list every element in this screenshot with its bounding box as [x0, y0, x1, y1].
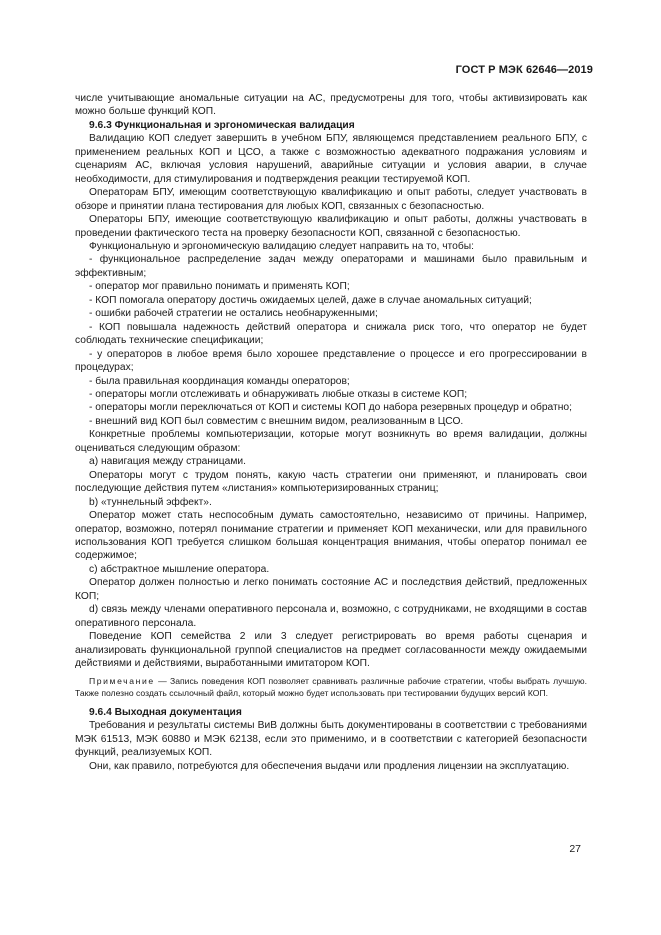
- paragraph: Требования и результаты системы ВиВ должны быть документированы в соответствии с требованиями МЭК 61513, МЭК 60880 и МЭК 62138, если это применимо, и в соответствии с категорией безопасности функций, реализуемых КОП.: [75, 720, 587, 759]
- paragraph: Операторы БПУ, имеющие соответствующую квалификацию и опыт работы, должны участвовать в проведении фактического теста на проверку безопасности КОП, связанной с безопасностью.: [75, 214, 587, 239]
- item-c-text: Оператор должен полностью и легко понимать состояние АС и последствия действий, предложенных КОП;: [75, 577, 587, 602]
- section-heading-9-6-4: 9.6.4 Выходная документация: [89, 706, 242, 718]
- paragraph: Конкретные проблемы компьютеризации, которые могут возникнуть во время валидации, должны оцениваться следующим образом:: [75, 429, 587, 454]
- page-number: 27: [569, 843, 581, 855]
- list-item: - операторы могли переключаться от КОП и системы КОП до набора резервных процедур и обратно;: [89, 402, 572, 414]
- item-a-text: Операторы могут с трудом понять, какую часть стратегии они применяют, и планировать свои последующие действия путем «листания» компьютеризированных страниц;: [75, 469, 587, 495]
- list-item: - КОП помогала оператору достичь ожидаемых целей, даже в случае аномальных ситуаций;: [89, 294, 532, 306]
- list-item: - КОП повышала надежность действий оператора и снижала риск того, что оператор не будет соблюдать технические спецификации;: [75, 321, 587, 347]
- list-item: - функциональное распределение задач между операторами и машинами было правильным и эффективным;: [75, 254, 587, 279]
- paragraph: Они, как правило, потребуются для обеспечения выдачи или продления лицензии на эксплуатацию.: [89, 760, 570, 772]
- list-item: - операторы могли отслеживать и обнаруживать любые отказы в системе КОП;: [89, 388, 468, 400]
- standard-designation: ГОСТ Р МЭК 62646—2019: [455, 64, 593, 76]
- item-a-title: а) навигация между страницами.: [89, 456, 246, 468]
- note-label: Примечание: [89, 676, 155, 687]
- list-item: - была правильная координация команды операторов;: [89, 375, 350, 387]
- item-b-title: b) «туннельный эффект».: [89, 496, 212, 508]
- list-item: - ошибки рабочей стратегии не остались необнаруженными;: [89, 308, 378, 320]
- item-d-text: d) связь между членами оперативного персонала и, возможно, с сотрудниками, не входящими в состав оперативного персонала.: [75, 604, 587, 629]
- body-text: [75, 92, 587, 773]
- note: [75, 676, 587, 698]
- section-heading-9-6-3: 9.6.3 Функциональная и эргономическая валидация: [89, 119, 355, 131]
- note-text: — Запись поведения КОП позволяет сравнивать различные рабочие стратегии, чтобы выбрать лучшую. Также полезно создать ссылочный файл, который можно будет использовать при тестировании будущих версий КОП.: [75, 676, 587, 698]
- paragraph: Поведение КОП семейства 2 или 3 следует регистрировать во время работы сценария и анализировать функциональной группой специалистов на предмет согласованности между ожидаемыми действиями и действиями, выработанными имитатором КОП.: [75, 631, 587, 670]
- paragraph-intro: числе учитывающие аномальные ситуации на АС, предусмотрены для того, чтобы активизировать как можно больше функций КОП.: [75, 93, 587, 118]
- item-c-title: с) абстрактное мышление оператора.: [89, 563, 270, 575]
- list-item: - оператор мог правильно понимать и применять КОП;: [89, 281, 350, 293]
- list-item: - внешний вид КОП был совместим с внешним видом, реализованным в ЦСО.: [89, 415, 464, 427]
- paragraph: Операторам БПУ, имеющим соответствующую квалификацию и опыт работы, следует участвовать в обзоре и принятии плана тестирования для любых КОП, связанных с безопасностью.: [75, 187, 587, 212]
- paragraph: Функциональную и эргономическую валидацию следует направить на то, чтобы:: [89, 240, 474, 252]
- paragraph: Валидацию КОП следует завершить в учебном БПУ, являющемся представлением реального БПУ, с применением реальных КОП и ЦСО, а также с возможностью адекватного подражания условиям и сценариям АС, включая условия нарушений, аварийные ситуации и условия аварии, в случае необходимости, для стимулирования и подтверждения реакции тестируемой КОП.: [75, 133, 587, 185]
- item-b-text: Оператор может стать неспособным думать самостоятельно, независимо от причины. Например, оператор, возможно, потерял понимание стратегии и применяет КОП механически, или для правильного использования КОП требуется слишком большая концентрация внимания, чтобы оператор понимал ее содержимое;: [75, 510, 587, 562]
- list-item: - у операторов в любое время было хорошее представление о процессе и его прогрессировании в процедурах;: [75, 348, 587, 374]
